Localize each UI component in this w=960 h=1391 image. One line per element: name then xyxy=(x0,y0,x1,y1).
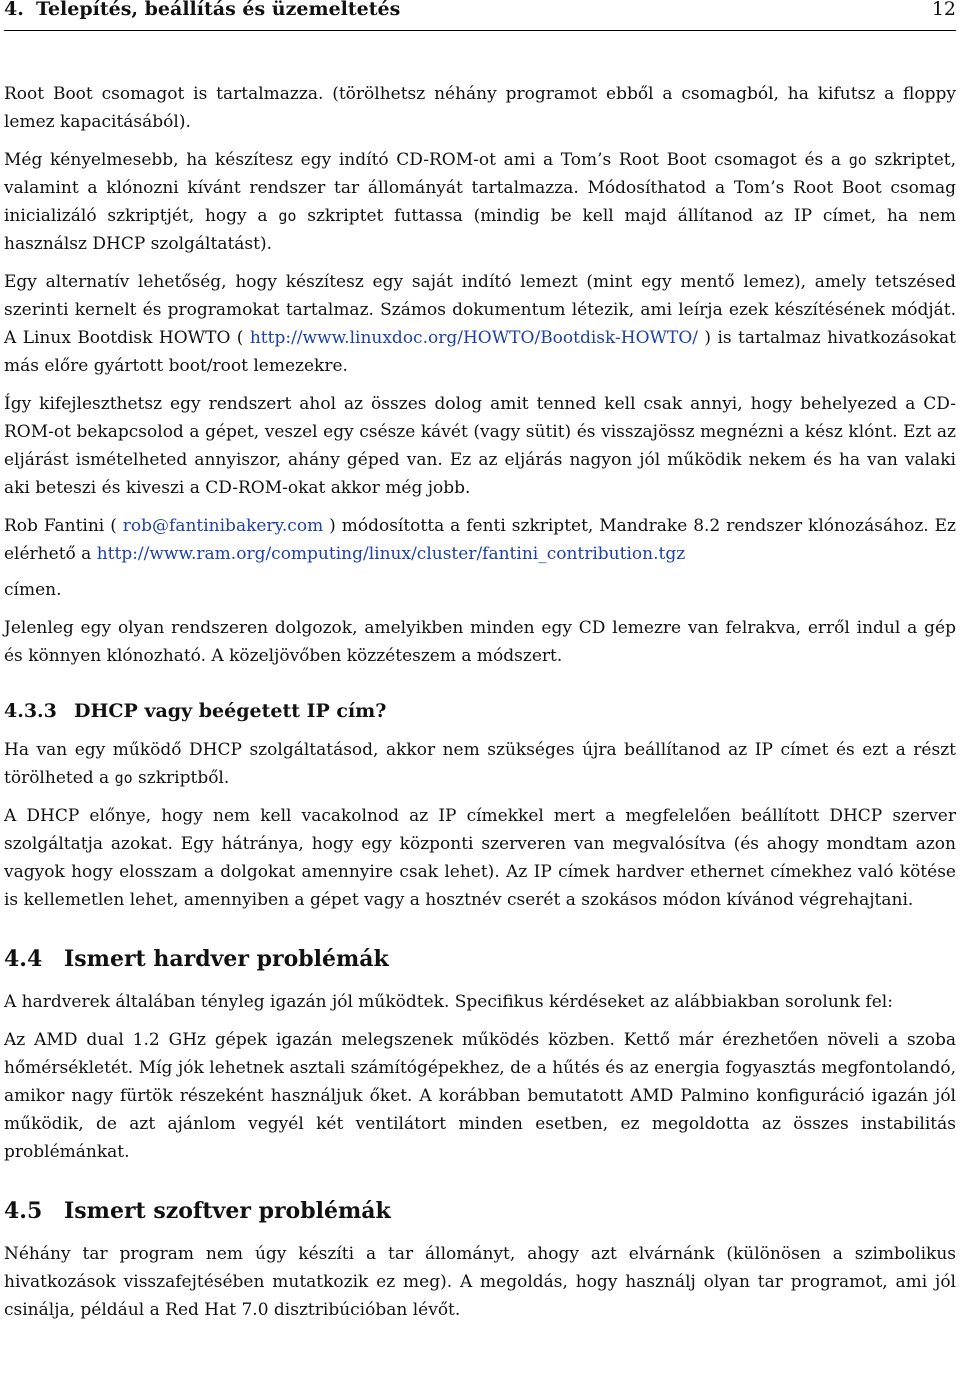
paragraph xyxy=(4,576,956,604)
paragraph xyxy=(4,390,956,502)
paragraph-text: ) is tartalmaz hivatkozásokat más előre gyártott boot/root lemezekre. xyxy=(4,328,956,376)
paragraph xyxy=(4,268,956,380)
paragraph-text: Jelenleg egy olyan rendszeren dolgozok, amelyikben minden egy CD lemezre van felrakva, erről indul a gép és könnyen klónozható. A közeljövőben közzéteszem a módszert. xyxy=(4,618,956,666)
bootdisk-howto-link[interactable]: http://www.linuxdoc.org/HOWTO/Bootdisk-HOWTO/ xyxy=(249,328,699,348)
paragraph-text: Root Boot csomagot is tartalmazza. (törölhetsz néhány programot ebből a csomagból, ha kifutsz a floppy lemez kapacitásából). xyxy=(4,84,956,132)
paragraph-text: A hardverek általában tényleg igazán jól működtek. Specifikus kérdéseket az alábbiakban sorolunk fel: xyxy=(4,992,893,1012)
paragraph xyxy=(4,988,956,1016)
paragraph-text: szkriptet futtassa (mindig be kell majd állítanod az IP címet, ha nem használsz DHCP szolgáltatást). xyxy=(4,206,956,254)
paragraph-text: Ha van egy működő DHCP szolgáltatásod, akkor nem szükséges újra beállítanod az IP címet és ezt a részt törölheted a xyxy=(4,740,956,788)
chapter-number: 4. xyxy=(4,0,24,20)
section-heading xyxy=(4,944,956,974)
paragraph-text: Az AMD dual 1.2 GHz gépek igazán melegszenek működés közben. Kettő már érezhetően növeli a szoba hőmérsékletét. Míg jók lehetnek asztali számítógépekhez, de a hűtés és az energia fogyasztás megfontolandó, amikor nagy fürtök részeként használjuk őket. A korábban bemutatott AMD Palmino konfiguráció igazán jól működik, de azt ajánlom vegyél két ventilátort minden esetben, ez megoldotta az összes instabilitás problémánkat. xyxy=(4,1030,956,1162)
email-link[interactable]: rob@fantinibakery.com xyxy=(122,516,324,536)
paragraph-text: Néhány tar program nem úgy készíti a tar állományt, ahogy azt elvárnánk (különösen a szimbolikus hivatkozások visszafejtésében mutatkozik ez meg). A megoldás, hogy használj olyan tar programot, ami jól csinálja, például a Red Hat 7.0 disztribúcióban lévőt. xyxy=(4,1244,956,1320)
paragraph xyxy=(4,802,956,914)
paragraph xyxy=(4,1240,956,1324)
paragraph-text: szkriptből. xyxy=(132,768,230,788)
chapter-title: Telepítés, beállítás és üzemeltetés xyxy=(36,0,401,20)
paragraph xyxy=(4,146,956,258)
section-heading xyxy=(4,1196,956,1226)
paragraph-text: címen. xyxy=(4,580,62,600)
section-title: DHCP vagy beégetett IP cím? xyxy=(74,700,387,722)
paragraph xyxy=(4,512,956,568)
running-header xyxy=(4,0,956,31)
fantini-contribution-link[interactable]: http://www.ram.org/computing/linux/cluster/fantini_contribution.tgz xyxy=(96,544,686,564)
paragraph-text: Még kényelmesebb, ha készítesz egy indító CD-ROM-ot ami a Tom’s Root Boot csomagot és a xyxy=(4,150,849,170)
section-number: 4.4 xyxy=(4,946,43,972)
inline-code: go xyxy=(848,151,867,169)
section-title: Ismert hardver problémák xyxy=(64,946,389,972)
paragraph-text: ) módosította a fenti szkriptet, Mandrake 8.2 rendszer klónozásához. Ez elérhető a xyxy=(4,516,956,564)
paragraph-text: Így kifejleszthetsz egy rendszert ahol az összes dolog amit tenned kell csak annyi, hogy behelyezed a CD-ROM-ot bekapcsolod a gépet, veszel egy csésze kávét (vagy sütit) és visszajössz megnézni a kész klónt. Ezt az eljárást ismételheted annyiszor, ahány géped van. Ez az eljárás nagyon jól működik nekem és ha van valaki aki beteszi és kiveszi a CD-ROM-okat akkor még jobb. xyxy=(4,394,956,498)
subsection-heading xyxy=(4,698,956,724)
section-number: 4.5 xyxy=(4,1198,43,1224)
paragraph xyxy=(4,614,956,670)
page-number: 12 xyxy=(931,0,956,20)
inline-code: go xyxy=(278,207,297,225)
paragraph-text: Egy alternatív lehetőség, hogy készítesz egy saját indító lemezt (mint egy mentő lemez), amely tetszésed szerinti kernelt és programokat tartalmaz. Számos dokumentum létezik, ami leírja ezek készítésének módját. A Linux Bootdisk HOWTO ( xyxy=(4,272,956,348)
paragraph-text: szkriptet, valamint a klónozni kívánt rendszer tar állományát tartalmazza. Módosíthatod a Tom’s Root Boot csomag inicializáló szkriptjét, hogy a xyxy=(4,150,956,226)
paragraph-text: A DHCP előnye, hogy nem kell vacakolnod az IP címekkel mert a megfelelően beállított DHCP szerver szolgáltatja azokat. Egy hátránya, hogy egy központi szerveren van megvalósítva (és ahogy mondtam azon vagyok hogy elosszam a dolgokat amennyire csak lehet). Az IP címek hardver ethernet címekhez való kötése is kellemetlen lehet, amennyiben a gépet vagy a hosztnév cserét a szokásos módon kívánod végrehajtani. xyxy=(4,806,956,910)
page-content xyxy=(4,80,956,1334)
section-number: 4.3.3 xyxy=(4,700,57,722)
inline-code: go xyxy=(114,769,133,787)
paragraph xyxy=(4,80,956,136)
section-title: Ismert szoftver problémák xyxy=(64,1198,391,1224)
paragraph xyxy=(4,1026,956,1166)
paragraph-text: Rob Fantini ( xyxy=(4,516,123,536)
paragraph xyxy=(4,736,956,792)
